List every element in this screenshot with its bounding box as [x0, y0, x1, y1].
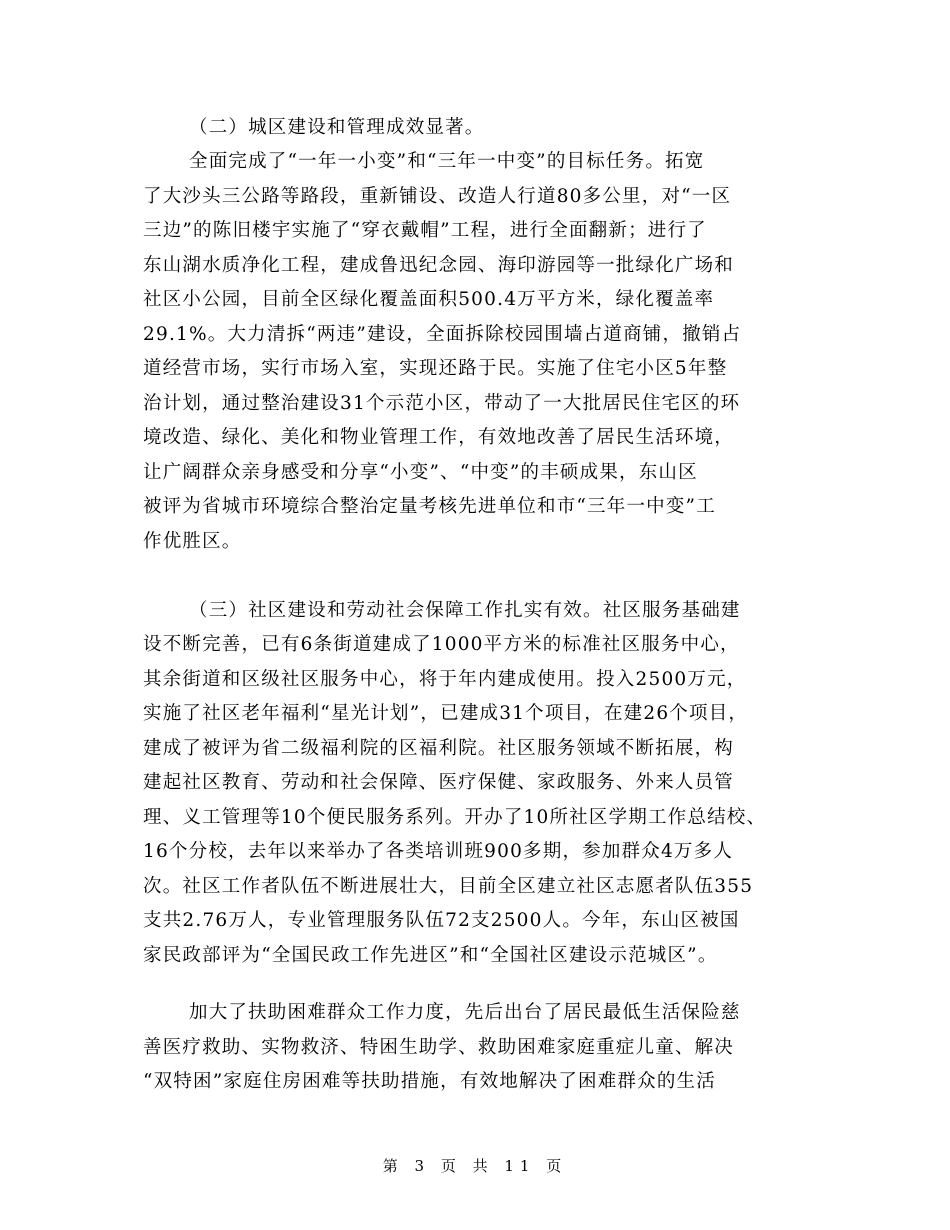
paragraph-line: 29.1%。大力清拆“两违”建设，全面拆除校园围墙占道商铺，撤销占 [143, 324, 742, 345]
paragraph-line: 了大沙头三公路等路段，重新铺设、改造人行道80多公里，对“一区 [143, 186, 732, 207]
paragraph-line: 设不断完善，已有6条街道建成了1000平方米的标准社区服务中心， [143, 634, 740, 655]
paragraph-line: 道经营市场，实行市场入室，实现还路于民。实施了住宅小区5年整 [143, 358, 728, 379]
paragraph-line: 境改造、绿化、美化和物业管理工作，有效地改善了居民生活环境， [143, 427, 735, 448]
paragraph-line: 支共2.76万人，专业管理服务队伍72支2500人。今年，东山区被国 [143, 910, 740, 931]
paragraph-line: 善医疗救助、实物救济、特困生助学、救助困难家庭重症儿童、解决 [143, 1037, 735, 1058]
paragraph-line: 其余街道和区级社区服务中心，将于年内建成使用。投入2500万元， [143, 669, 747, 690]
paragraph-line: 家民政部评为“全国民政工作先进区”和“全国社区建设示范城区”。 [143, 945, 718, 966]
paragraph-line: 治计划，通过整治建设31个示范小区，带动了一大批居民住宅区的环 [143, 393, 741, 414]
paragraph-line: 三边”的陈旧楼宇实施了“穿衣戴帽”工程，进行全面翻新；进行了 [143, 220, 707, 241]
paragraph-line: 建成了被评为省二级福利院的区福利院。社区服务领域不断拓展，构 [143, 738, 735, 759]
paragraph-line: 16个分校，去年以来举办了各类培训班900多期，参加群众4万多人 [143, 841, 734, 862]
paragraph-line: 社区小公园，目前全区绿化覆盖面积500.4万平方米，绿化覆盖率 [143, 289, 715, 310]
paragraph-line: 加大了扶助困难群众工作力度，先后出台了居民最低生活保险慈 [189, 1002, 741, 1023]
paragraph-line: 东山湖水质净化工程，建成鲁迅纪念园、海印游园等一批绿化广场和 [143, 255, 735, 276]
section-heading-3: （三）社区建设和劳动社会保障工作扎实有效。社区服务基础建 [189, 600, 741, 621]
paragraph-line: “双特困”家庭住房困难等扶助措施，有效地解决了困难群众的生活 [143, 1071, 716, 1092]
section-heading-2: （二）城区建设和管理成效显著。 [189, 117, 485, 138]
paragraph-line: 全面完成了“一年一小变”和“三年一中变”的目标任务。拓宽 [189, 151, 705, 172]
paragraph-line: 次。社区工作者队伍不断进展壮大，目前全区建立社区志愿者队伍355 [143, 876, 754, 897]
paragraph-line: 建起社区教育、劳动和社会保障、医疗保健、家政服务、外来人员管 [143, 772, 735, 793]
paragraph-line: 被评为省城市环境综合整治定量考核先进单位和市“三年一中变”工 [143, 496, 716, 517]
page-footer: 第 3 页 共 11 页 [382, 1157, 568, 1175]
paragraph-line: 作优胜区。 [143, 531, 242, 552]
paragraph-line: 理、义工管理等10个便民服务系列。开办了10所社区学期工作总结校、 [143, 807, 767, 828]
paragraph-line: 让广阔群众亲身感受和分享“小变”、“中变”的丰硕成果，东山区 [143, 462, 698, 483]
paragraph-line: 实施了社区老年福利“星光计划”，已建成31个项目，在建26个项目， [143, 703, 749, 724]
